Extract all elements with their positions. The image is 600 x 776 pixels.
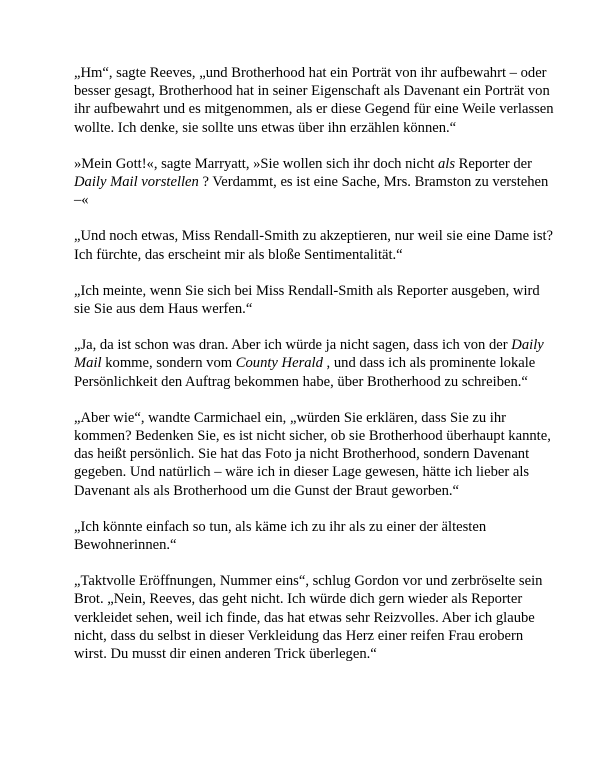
italic-text-run: als	[437, 155, 455, 172]
document-page	[74, 64, 554, 681]
text-run: komme, sondern vom	[101, 355, 236, 372]
text-run: „Ich meinte, wenn Sie sich bei Miss Rendall-Smith als Reporter ausgeben, wird sie Sie aus dem Haus werfen.“	[74, 282, 540, 318]
text-run: „Hm“, sagte Reeves, „und Brotherhood hat ein Porträt von ihr aufbewahrt – oder besser gesagt, Brotherhood hat in seiner Eigenschaft als Davenant ein Porträt von ihr aufbewahrt und es mitgenommen, als er diese Gegend für eine Weile verlassen wollte. Ich denke, sie sollte uns etwas über ihn erzählen können.“	[74, 65, 554, 136]
italic-text-run: Daily Mail	[74, 337, 544, 372]
paragraph-8	[74, 572, 554, 663]
text-run: „Taktvolle Eröffnungen, Nummer eins“, schlug Gordon vor und zerbröselte sein Brot. „Nein, Reeves, das geht nicht. Ich würde dich gern wieder als Reporter verkleidet sehen, weil ich finde, das hat etwas sehr Reizvolles. Aber ich glaube nicht, dass du selbst in dieser Verkleidung das Herz einer reifen Frau erobern wirst. Du musst dir einen anderen Trick überlegen.“	[74, 573, 543, 663]
italic-text-run: Daily Mail vorstellen	[74, 174, 199, 191]
paragraph-4	[74, 282, 554, 318]
text-run: »Mein Gott!«, sagte Marryatt, »Sie wollen sich ihr doch nicht	[74, 155, 438, 172]
text-run: „Ich könnte einfach so tun, als käme ich zu ihr als zu einer der ältesten Bewohnerinnen.“	[74, 518, 487, 554]
text-run: Reporter der	[455, 155, 532, 172]
paragraph-2	[74, 155, 554, 210]
paragraph-3	[74, 227, 554, 263]
text-run: ? Verdammt, es ist eine Sache, Mrs. Bramston zu verstehen –«	[74, 174, 549, 209]
paragraph-6	[74, 409, 554, 500]
text-run: , und dass ich als prominente lokale Persönlichkeit den Auftrag bekommen habe, über Brotherhood zu schreiben.“	[74, 355, 536, 390]
paragraph-1	[74, 64, 554, 137]
text-run: „Und noch etwas, Miss Rendall-Smith zu akzeptieren, nur weil sie eine Dame ist? Ich fürchte, das erscheint mir als bloße Sentimentalität.“	[74, 228, 554, 263]
paragraph-7	[74, 518, 554, 554]
text-run: „Aber wie“, wandte Carmichael ein, „würden Sie erklären, dass Sie zu ihr kommen? Bedenken Sie, es ist nicht sicher, ob sie Brotherhood überhaupt kannte, das heißt persönlich. Sie hat das Foto ja nicht Brotherhood, sondern Davenant gegeben. Und natürlich – wäre ich in dieser Lage gewesen, hätte ich lieber als Davenant als als Brotherhood um die Gunst der Braut geworben.“	[74, 409, 551, 499]
paragraph-5	[74, 336, 554, 391]
text-run: „Ja, da ist schon was dran. Aber ich würde ja nicht sagen, dass ich von der	[74, 337, 512, 354]
italic-text-run: County Herald	[235, 355, 323, 372]
